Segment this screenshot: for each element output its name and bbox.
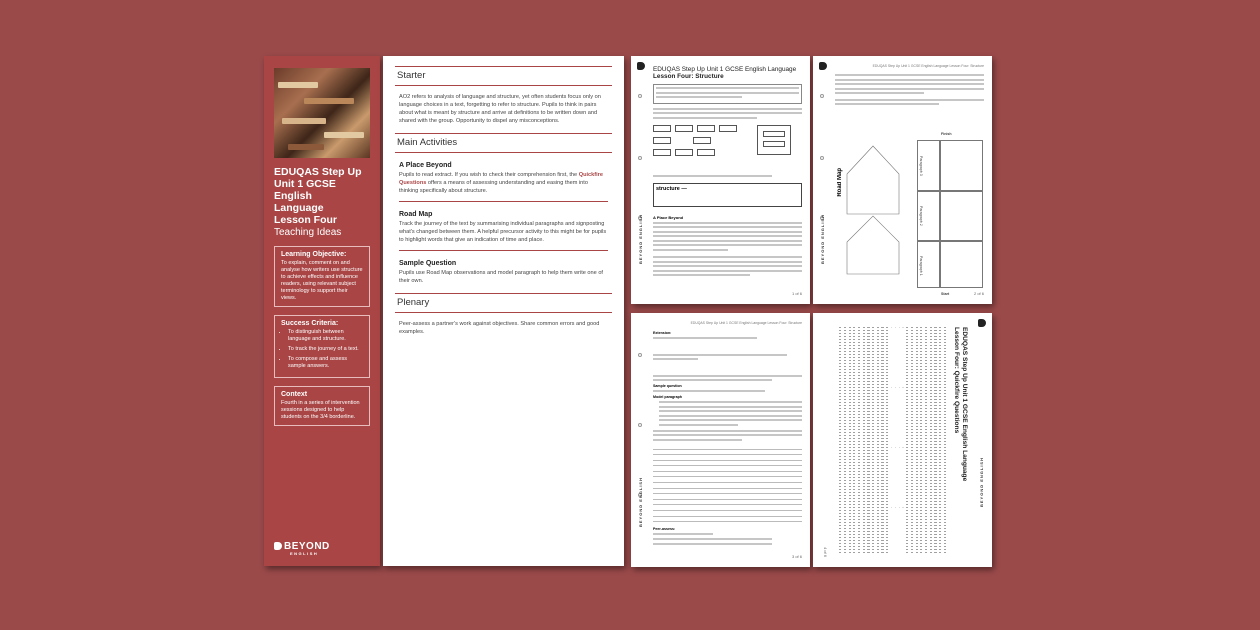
main-activities-heading: Main Activities — [395, 133, 612, 153]
page-number: 3 of 6 — [791, 554, 802, 559]
page-number: 1 of 6 — [791, 291, 802, 296]
worksheet-page-4 — [813, 313, 992, 567]
worksheet-page-2 — [813, 56, 992, 304]
writing-lines — [653, 449, 802, 522]
plenary-text: Peer-assess a partner's work against objectives. Share common errors and good examples. — [399, 321, 600, 335]
brand-mark: BEYOND ENGLISH — [638, 213, 643, 264]
context-text: Fourth in a series of intervention sessions designed to help students on the 3/4 borderline. — [281, 400, 360, 420]
paragraph-label: Paragraph 3 — [919, 156, 923, 176]
starter-heading: Starter — [395, 66, 612, 86]
lesson-subtitle: Teaching Ideas — [274, 227, 342, 238]
beyond-logo-icon — [978, 319, 986, 327]
context-heading: Context — [281, 391, 308, 398]
plenary-heading: Plenary — [395, 293, 612, 313]
criteria-item: • To track the journey of a text. — [288, 346, 363, 353]
books-photo — [274, 68, 370, 158]
place-beyond-heading: A Place Beyond — [399, 162, 452, 169]
brand-mark: BEYOND ENGLISH — [979, 456, 984, 507]
paragraph-grid — [917, 140, 983, 288]
structure-diagram — [653, 123, 802, 175]
quickfire-questions-link[interactable]: Quickfire Questions — [399, 172, 603, 186]
paragraph-label: Paragraph 2 — [919, 206, 923, 226]
beyond-logo: BEYOND ENGLISH — [274, 541, 330, 556]
start-label: Start — [941, 292, 950, 296]
success-criteria-box — [274, 315, 370, 378]
starter-text: AO2 refers to analysis of language and structure, yet often students focus only on language choices in a text, forgetting to refer to structure. Pupils to think in pairs about what is meant by structure and arrive at definitions to be written down and shared with the group. Opportunity to dispel any misconceptions. — [399, 94, 601, 124]
paragraph-label: Paragraph 1 — [919, 256, 923, 276]
running-header: EDUQAS Step Up Unit 1 GCSE English Language Lesson Four: Structure — [872, 64, 984, 68]
learning-objective-box — [274, 246, 370, 307]
sample-question-heading: Sample Question — [399, 260, 457, 267]
structure-definition-box: structure — — [653, 183, 802, 207]
sample-question-text: Pupils use Road Map observations and model paragraph to help them write one of their own. — [399, 270, 603, 284]
intro-box — [653, 84, 802, 104]
worksheet-page-1 — [631, 56, 810, 304]
criteria-heading: Success Criteria: — [281, 320, 339, 327]
criteria-item: • To distinguish between language and structure. — [288, 329, 363, 343]
quickfire-title: EDUQAS Step Up Unit 1 GCSE English Language Lesson Four: Quickfire Questions — [953, 327, 968, 482]
objective-heading: Learning Objective: — [281, 251, 347, 258]
house-shapes — [845, 144, 905, 276]
running-header: EDUQAS Step Up Unit 1 GCSE English Language Lesson Four: Structure — [690, 321, 802, 325]
lesson-title: EDUQAS Step Up Unit 1 GCSE English Language Lesson Four — [274, 166, 362, 226]
road-map-heading: Road Map — [399, 211, 433, 218]
peer-assess-label: Peer-assess: — [653, 526, 676, 531]
sample-question-label: Sample question — [653, 384, 682, 388]
section-heading: A Place Beyond — [653, 214, 684, 220]
beyond-logo-icon — [274, 542, 282, 550]
finish-label: Finish — [941, 132, 952, 136]
lesson-plan-page — [383, 56, 624, 566]
objective-text: To explain, comment on and analyse how writers use structure to achieve effects and influence readers, using relevant subject terminology to support their views. — [281, 260, 363, 301]
page-number: 4 of 6 — [823, 546, 828, 557]
brand-mark: BEYOND ENGLISH — [638, 476, 643, 527]
criteria-item: • To compose and assess sample answers. — [288, 356, 363, 370]
rotated-text-columns — [839, 327, 946, 553]
worksheet-page-3 — [631, 313, 810, 567]
context-box — [274, 386, 370, 426]
worksheet-title: EDUQAS Step Up Unit 1 GCSE English Language Lesson Four: Structure — [653, 66, 797, 80]
road-map-title: Road Map — [837, 168, 843, 197]
page-number: 2 of 6 — [973, 291, 984, 296]
extension-heading: Extension: — [653, 331, 672, 335]
brand-mark: BEYOND ENGLISH — [820, 213, 825, 264]
road-map-text: Track the journey of the text by summarising individual paragraphs and signposting what's changed between them. A helpful precursor activity to this might be for pupils to highlight words that give an indication of time and place. — [399, 221, 607, 243]
model-paragraph-label: Model paragraph — [653, 395, 682, 399]
place-beyond-text: Pupils to read extract. If you wish to check their comprehension first, the Quickfire Questions offers a means of assessing understanding and easing them into thinking specifically about structure. — [399, 172, 603, 194]
lesson-sidebar — [264, 56, 380, 566]
